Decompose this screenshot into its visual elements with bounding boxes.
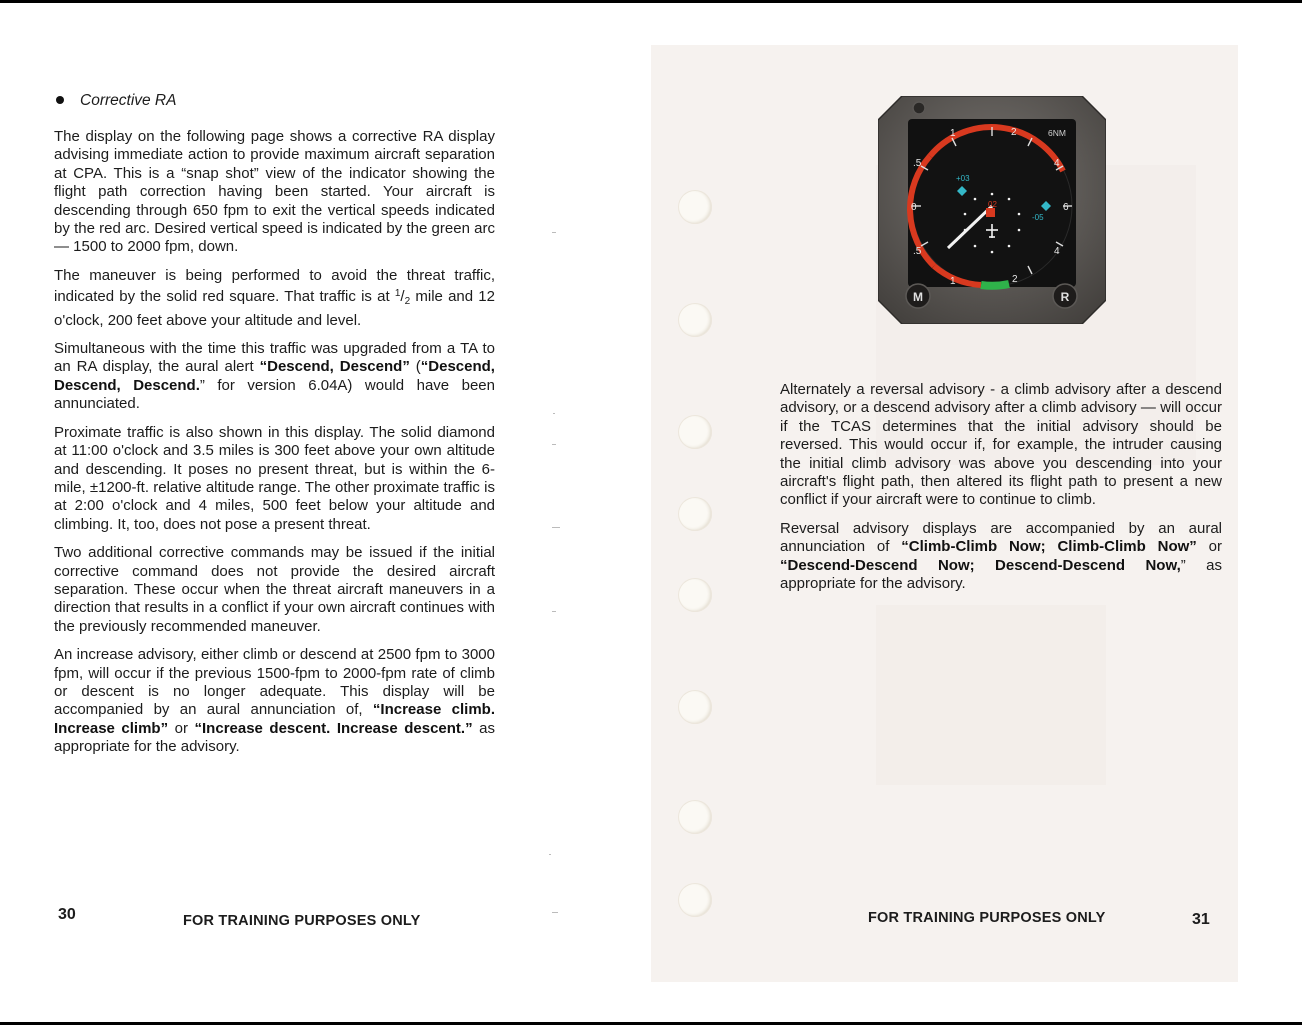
scale-label: 2 <box>1011 127 1017 138</box>
rp2-text-b: or <box>1196 538 1222 556</box>
mode-button-label: M <box>913 290 923 304</box>
scale-label: 1 <box>950 128 956 139</box>
scale-label: 4 <box>1054 158 1060 169</box>
photocell-icon <box>913 102 925 114</box>
paragraph-3 <box>54 340 495 414</box>
scale-label: .5 <box>913 158 922 169</box>
p6-text-a: An increase advisory, either climb or descend at 2500 fpm to 3000 fpm, will occur if the previous 1500-fpm to 2000-fpm rate of climb or descent is no longer adequate. This display will be accompanied by an aural annunciation of, <box>54 646 495 719</box>
proximate-altitude-label: +03 <box>956 174 970 183</box>
fraction-numerator: 1 <box>394 288 401 300</box>
paragraph-2: The maneuver is being performed to avoid the threat traffic, indicated by the solid red square. That traffic is at $^1/_2$ mile and 12 o'clock, 200 feet above your altitude and level. <box>54 266 495 329</box>
aural-alert-descend-triple: “Descend, Descend, Descend. <box>54 358 495 394</box>
binder-hole <box>678 415 712 449</box>
scale-label: 1 <box>950 276 956 287</box>
scale-label: 6 <box>1063 202 1069 213</box>
aural-climb-now: “Climb-Climb Now; Climb-Climb Now” <box>901 538 1197 556</box>
page-number-right: 31 <box>1192 911 1210 928</box>
gutter-speck <box>552 232 556 233</box>
right-paragraph-1: Alternately a reversal advisory - a climb advisory after a descend advisory, or a descend advisory after a climb advisory — will occur if the TCAS determines that the initial advisory should be reversed. This would occur if, for example, the intruder causing the initial climb advisory was above you descending into your aircraft's flight path, then altered its flight path to present a new conflict if your aircraft were to continue to climb. <box>780 381 1222 509</box>
left-page <box>54 92 495 767</box>
threat-altitude-label: 02 <box>988 200 997 209</box>
fraction-denominator: 2 <box>404 296 411 308</box>
p6-text-c: as appropriate for the advisory. <box>54 719 495 756</box>
gutter-speck <box>552 444 556 445</box>
gutter-speck <box>552 912 558 913</box>
paragraph-1: The display on the following page shows a corrective RA display advising immediate action to provide maximum aircraft separation at CPA. This is a “snap shot” view of the indicator showing the flight path correction having been started. Your aircraft is descending through 650 fpm to exit the vertical speeds indicated by the red arc. Desired vertical speed is indicated by the green arc — 1500 to 2000 fpm, down. <box>54 128 495 256</box>
binder-hole <box>678 190 712 224</box>
p2-text-b: mile and 12 o'clock, 200 feet above your altitude and level. <box>54 288 495 329</box>
range-button-label: R <box>1060 290 1070 304</box>
aural-increase-climb: “Increase climb. Increase climb” <box>54 701 495 737</box>
binder-hole <box>678 578 712 612</box>
scale-label: 4 <box>1054 246 1060 257</box>
gutter-speck <box>553 413 555 414</box>
paragraph-5: Two additional corrective commands may be issued if the initial corrective command does not provide the desired aircraft separation. These occur when the threat aircraft maneuvers in a direction that results in a conflict if your own aircraft continues with the previously recommended maneuver. <box>54 544 495 635</box>
top-border <box>0 0 1302 3</box>
aural-alert-descend: “Descend, Descend” <box>259 358 410 376</box>
green-arc <box>981 284 1009 286</box>
p3-text-a: Simultaneous with the time this traffic was upgraded from a TA to an RA display, the aural alert <box>54 340 495 376</box>
rp2-text-a: Reversal advisory displays are accompanied by an aural annunciation of <box>780 519 1222 556</box>
p2-text-a: The maneuver is being performed to avoid the threat traffic, indicated by the solid red square. That traffic is at <box>54 266 495 306</box>
show-through-area <box>876 605 1106 785</box>
binder-hole <box>678 690 712 724</box>
right-paragraph-2 <box>780 520 1222 594</box>
section-heading <box>54 92 495 110</box>
threat-traffic-square <box>986 208 995 217</box>
heading-text: Corrective RA <box>80 92 177 109</box>
binder-hole <box>678 303 712 337</box>
p3-text-b: ( <box>409 358 421 376</box>
binder-hole <box>678 883 712 917</box>
rp2-text-c: ” as appropriate for the advisory. <box>780 556 1222 593</box>
proximate-altitude-label: -05 <box>1032 213 1044 222</box>
tcas-ra-vsi-instrument <box>878 96 1106 324</box>
page-number-left: 30 <box>58 906 76 923</box>
scale-label: 2 <box>1012 274 1018 285</box>
p3-text-c: ” for version 6.04A) would have been annunciated. <box>54 376 495 413</box>
aural-increase-descent: “Increase descent. Increase descent.” <box>194 719 473 737</box>
right-text-block <box>780 381 1222 603</box>
footer-right: FOR TRAINING PURPOSES ONLY <box>868 910 1106 926</box>
range-label: 6NM <box>1048 128 1066 138</box>
right-page <box>651 45 1238 982</box>
binder-hole <box>678 800 712 834</box>
footer-left: FOR TRAINING PURPOSES ONLY <box>183 913 421 929</box>
binder-hole <box>678 497 712 531</box>
gutter-speck <box>552 527 560 528</box>
paragraph-4: Proximate traffic is also shown in this display. The solid diamond at 11:00 o'clock and 3.5 miles is 300 feet above your own altitude and descending. It poses no present threat, but is within the 6-mile, ±1200-ft. relative altitude range. The other proximate traffic is at 2:00 o'clock and 4 miles, 500 feet below your altitude and climbing. It, too, does not pose a present threat. <box>54 423 495 533</box>
bottom-border <box>0 1022 1302 1025</box>
scale-label: 0 <box>911 202 917 213</box>
aural-descend-now: “Descend-Descend Now; Descend-Descend Now, <box>780 556 1181 574</box>
scale-label: .5 <box>913 246 922 257</box>
bullet-icon <box>56 96 64 104</box>
paragraph-6 <box>54 646 495 756</box>
gutter-speck <box>549 854 551 855</box>
gutter-speck <box>552 611 556 612</box>
p6-text-b: or <box>168 719 195 737</box>
